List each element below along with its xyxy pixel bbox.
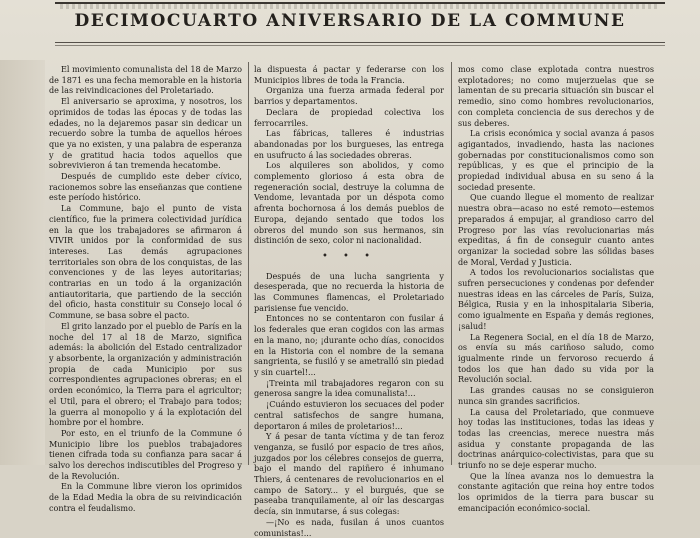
article-title: DECIMOCUARTO ANIVERSARIO DE LA COMMUNE [74, 11, 626, 31]
title-rule-secondary [55, 45, 665, 46]
title-rule [55, 42, 665, 43]
paragraph: La Regenera Social, en el día 18 de Marzo, os envía su más cariñoso saludo, como igualmente rinde un fervoroso recuerdo á todos los que han dado su vida por la Revolución social. [458, 331, 654, 385]
paragraph: mos como clase explotada contra nuestros explotadores; no como mujerzuelas que se lamentan de su precaria situación sin buscar el remedio, sino como hombres revolucionarios, con completa conciencia de sus derechos y de sus deberes. [458, 64, 654, 128]
column-1 [49, 64, 242, 513]
paragraph: Y á pesar de tanta víctima y de tan feroz venganza, se fusiló por espacio de tres años, juzgados por los célebres consejos de guerra, bajo el mando del rapiñero é inhumano Thiers, á centenares de revolucionarios en el campo de Satory... y el burgués, que se paseaba tranquilamente, al oír las descargas decía, sin inmutarse, á sus colegas: [254, 431, 444, 517]
paragraph: Que la línea avanza nos lo demuestra la constante agitación que reina hoy entre todos los oprimidos de la tierra para buscar su emancipación económico-social. [458, 470, 654, 513]
column-divider-2 [451, 62, 452, 465]
paragraph: Después de cumplido este deber cívico, racionemos sobre las enseñanzas que contiene este período histórico. [49, 171, 242, 203]
column-2 [254, 64, 444, 538]
paragraph: Las fábricas, talleres é industrias abandonadas por los burgueses, las entrega en usufructo á las sociedades obreras. [254, 128, 444, 160]
paragraph: Por esto, en el triunfo de la Commune ó Municipio libre los pueblos trabajadores tienen cifrada toda su confianza para sacar á salvo los derechos indiscutibles del Progreso y de la Revolución. [49, 427, 242, 481]
paragraph: Después de una lucha sangrienta y desesperada, que no recuerda la historia de las Communes flamencas, el Proletariado parisiense fue vencido. [254, 270, 444, 313]
paragraph: El movimiento comunalista del 18 de Marzo de 1871 es una fecha memorable en la historia de las reivindicaciones del Proletariado. [49, 64, 242, 96]
section-ornament: • • • [321, 250, 377, 262]
paragraph: La Commune, bajo el punto de vista científico, fue la primera colectividad jurídica en la que los trabajadores se afirmaron á VIVIR unidos por la conformidad de sus intereses. Las demás agrupaciones territoriales son obra de los conquistas, de las convenciones y de las leyes autoritarias; contrarias en un todo á la organización antiautoritaria, que partiendo de la sección del oficio, hasta constituir su Consejo local ó Commune, se basa sobre el pacto. [49, 203, 242, 321]
paragraph: Que cuando llegue el momento de realizar nuestra obra—acaso no esté remoto—estemos preparados á empujar, al grandioso carro del Progreso por las vías revolucionarias más expeditas, á fin de conseguir cuanto antes organizar la sociedad sobre las sólidas bases de Moral, Verdad y Justicia. [458, 192, 654, 267]
paragraph: Los alquileres son abolidos, y como complemento glorioso á esta obra de regeneración social, destruye la columna de Vendome, levantada por un déspota como afrenta bochornosa á los demás pueblos de Europa, dejando sentado que todos los obreros del mundo son sus hermanos, sin distinción de sexo, color ni nacionalidad. [254, 160, 444, 246]
paragraph: El aniversario se aproxima, y nosotros, los oprimidos de todas las épocas y de todas las edades, no la dejaremos pasar sin dedicar un recuerdo sobre la tumba de aquellos héroes que ya no existen, y una palabra de esperanza y de gratitud hacia todos aquellos que sobrevivieron á tan tremenda hecatombe. [49, 96, 242, 171]
paragraph: Entonces no se contentaron con fusilar á los federales que eran cogidos con las armas en la mano, no; ¡durante ocho días, conocidos en la Historia con el nombre de la semana sangrienta, se fusiló y se ametralló sin piedad y sin cuartel!... [254, 313, 444, 377]
paragraph: —¡No es nada, fusilan á unos cuantos comunistas!... [254, 516, 444, 538]
paragraph: El grito lanzado por el pueblo de París en la noche del 17 al 18 de Marzo, significa además: la abolición del Estado centralizador y absorbente, la organización y administración propia de cada Municipio por sus correspondientes agrupaciones obreras; en el orden económico, la Tierra para el agricultor; el Util, para el obrero; el Trabajo para todos; la guerra al monopolio y á la explotación del hombre por el hombre. [49, 320, 242, 428]
paragraph: La crisis económica y social avanza á pasos agigantados, invadiendo, hasta las naciones gobernadas por constitucionalismos como son repúblicas, y es que el principio de la propiedad individual abusa en su seno á la sociedad presente. [458, 128, 654, 192]
paragraph: Organiza una fuerza armada federal por barrios y departamentos. [254, 85, 444, 107]
left-margin-shadow [0, 60, 45, 465]
paragraph: A todos los revolucionarios socialistas que sufren persecuciones y condenas por defender nuestras ideas en las cárceles de París, Suiza, Bélgica, Rusia y en la inhospitalaria Siberia, como igualmente en España y demás regiones, ¡salud! [458, 267, 654, 331]
paragraph: ¡Treinta mil trabajadores regaron con su generosa sangre la idea comunalista!... [254, 377, 444, 399]
column-divider-1 [248, 62, 249, 465]
column-3 [458, 64, 654, 513]
paragraph: En la Commune libre vieron los oprimidos de la Edad Media la obra de su reivindicación contra el feudalismo. [49, 481, 242, 513]
paragraph: Las grandes causas no se consiguieron nunca sin grandes sacrificios. [458, 385, 654, 406]
paragraph: la dispuesta á pactar y federarse con los Municipios libres de toda la Francia. [254, 64, 444, 85]
bleed-through-text [60, 4, 660, 9]
paragraph: Declara de propiedad colectiva los ferrocarriles. [254, 106, 444, 128]
paragraph: La causa del Proletariado, que conmueve hoy todas las instituciones, todas las ideas y todas las creencias, merece nuestra más asidua y constante propaganda de las doctrinas anárquico-colectivistas, para que su triunfo no se deje esperar mucho. [458, 406, 654, 471]
paragraph: ¡Cuándo estuvieron los secuaces del poder central satisfechos de sangre humana, deportaron á miles de proletarios!... [254, 399, 444, 431]
